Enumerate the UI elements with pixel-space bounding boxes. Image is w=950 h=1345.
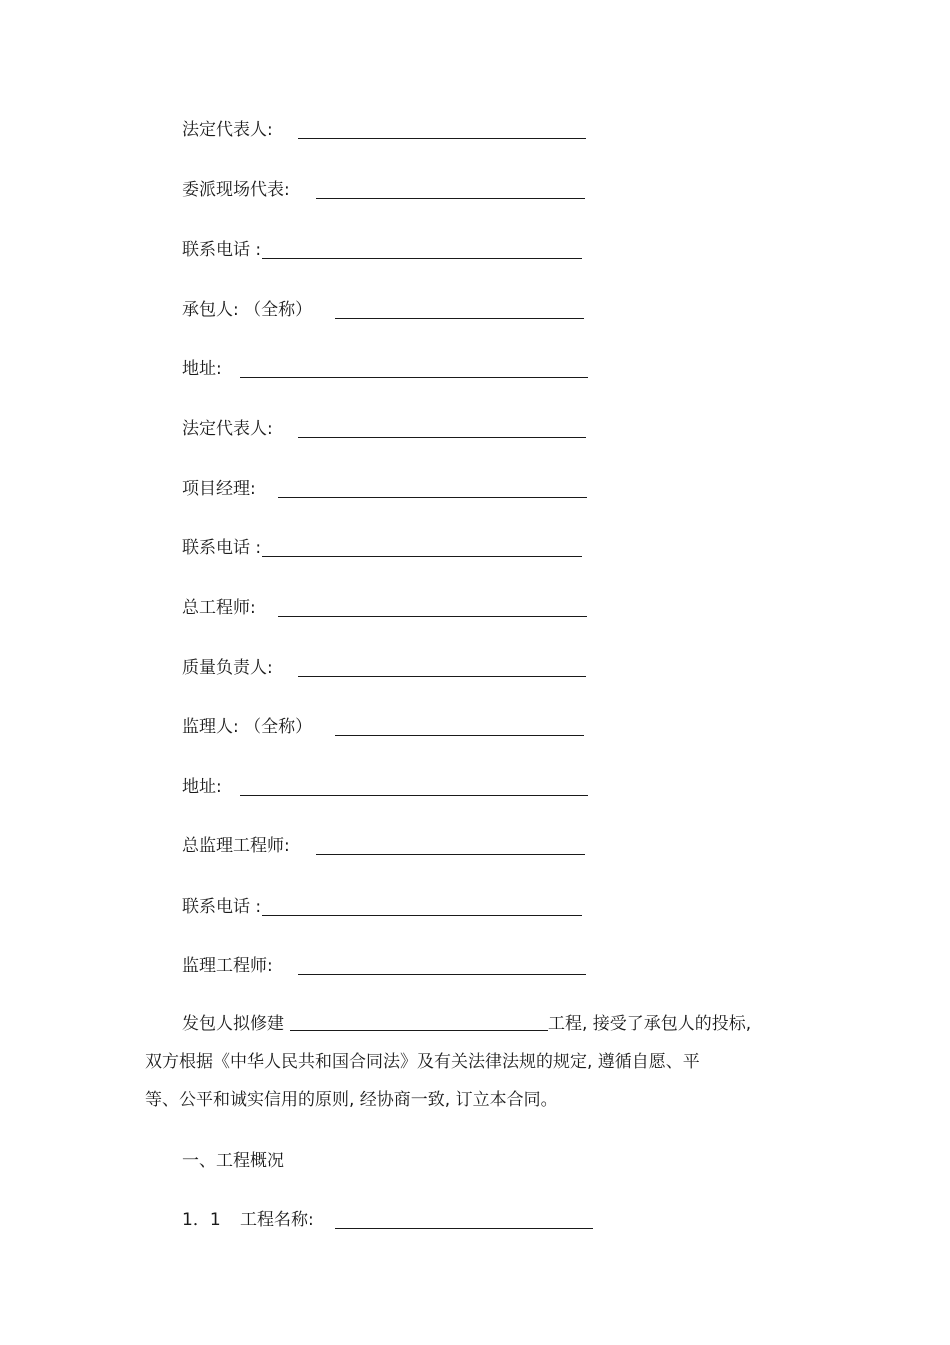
- fill-in-blank[interactable]: [262, 915, 582, 916]
- fill-in-blank[interactable]: [298, 138, 586, 139]
- fill-in-blank[interactable]: [316, 198, 585, 199]
- field-row-legal-rep-2: [182, 418, 273, 440]
- fill-in-blank[interactable]: [335, 318, 584, 319]
- paragraph-line-2: 双方根据《中华人民共和国合同法》及有关法律法规的规定, 遵循自愿、平: [145, 1052, 700, 1072]
- section-heading: 一、工程概况: [182, 1151, 284, 1171]
- fill-in-blank[interactable]: [278, 497, 587, 498]
- field-label: 监理人: （全称）: [182, 717, 313, 737]
- field-label: 监理工程师:: [182, 956, 273, 976]
- paragraph-line-3: 等、公平和诚实信用的原则, 经协商一致, 订立本合同。: [145, 1090, 558, 1110]
- field-label: 地址:: [182, 777, 222, 797]
- field-label: 联系电话 :: [182, 240, 262, 260]
- field-row-address-2: [182, 776, 222, 798]
- field-row-supervising-engineer: [182, 955, 273, 977]
- field-row-phone-1: [182, 239, 261, 261]
- field-label: 联系电话 :: [182, 538, 262, 558]
- fill-in-blank[interactable]: [298, 437, 586, 438]
- field-row-phone-3: [182, 896, 261, 918]
- field-label: 质量负责人:: [182, 658, 273, 678]
- paragraph-suffix: 工程, 接受了承包人的投标,: [548, 1014, 752, 1034]
- field-label: 总工程师:: [182, 598, 256, 618]
- item-number: 1．1: [182, 1210, 221, 1230]
- field-row-quality-lead: [182, 657, 273, 679]
- field-row-contractor: [182, 299, 312, 321]
- fill-in-blank[interactable]: [298, 676, 586, 677]
- paragraph-prefix: 发包人拟修建: [182, 1014, 284, 1034]
- field-row-chief-engineer: [182, 597, 256, 619]
- field-row-legal-rep-1: [182, 119, 273, 141]
- fill-in-blank[interactable]: [298, 974, 586, 975]
- field-row-site-rep: [182, 179, 290, 201]
- field-row-project-manager: [182, 478, 256, 500]
- fill-in-blank[interactable]: [278, 616, 587, 617]
- fill-in-blank[interactable]: [335, 735, 584, 736]
- field-label: 地址:: [182, 359, 222, 379]
- field-row-supervisor: [182, 716, 312, 738]
- fill-in-blank[interactable]: [262, 258, 582, 259]
- field-row-address-1: [182, 358, 222, 380]
- project-name-blank[interactable]: [290, 1012, 548, 1031]
- fill-in-blank[interactable]: [335, 1228, 593, 1229]
- item-project-name: [182, 1209, 314, 1231]
- fill-in-blank[interactable]: [316, 854, 585, 855]
- field-row-phone-2: [182, 537, 261, 559]
- field-row-chief-supervisor: [182, 835, 290, 857]
- item-label: 工程名称:: [240, 1210, 314, 1230]
- paragraph-line-1: [145, 1005, 785, 1043]
- contract-paragraph: [145, 1005, 785, 1119]
- field-label: 承包人: （全称）: [182, 300, 313, 320]
- field-label: 联系电话 :: [182, 897, 262, 917]
- fill-in-blank[interactable]: [262, 556, 582, 557]
- field-label: 法定代表人:: [182, 419, 273, 439]
- field-label: 总监理工程师:: [182, 836, 290, 856]
- fill-in-blank[interactable]: [240, 377, 588, 378]
- field-label: 委派现场代表:: [182, 180, 290, 200]
- fill-in-blank[interactable]: [240, 795, 588, 796]
- field-label: 法定代表人:: [182, 120, 273, 140]
- field-label: 项目经理:: [182, 479, 256, 499]
